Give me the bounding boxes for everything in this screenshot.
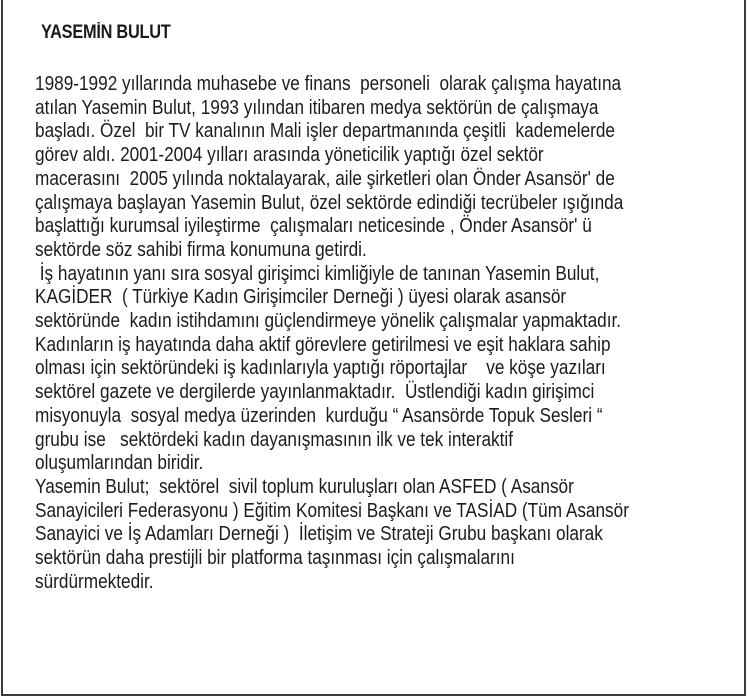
text-line: Sanayici ve İş Adamları Derneği ) İletişim ve Strateji Grubu başkanı olarak xyxy=(35,523,603,546)
text-line: Kadınların iş hayatında daha aktif görevlere getirilmesi ve eşit haklara sahip xyxy=(35,333,611,356)
text-line: misyonuyla sosyal medya üzerinden kurduğu “ Asansörde Topuk Sesleri “ xyxy=(35,404,603,427)
text-line: sektörde söz sahibi firma konumuna getirdi. xyxy=(35,238,367,261)
text-line: görev aldı. 2001-2004 yılları arasında yöneticilik yaptığı özel sektör xyxy=(35,144,544,167)
biography-title: YASEMİN BULUT xyxy=(41,22,171,43)
text-line: oluşumlarından biridir. xyxy=(35,452,204,475)
text-line: sektörel gazete ve dergilerde yayınlanmaktadır. Üstlendiği kadın girişimci xyxy=(35,381,595,404)
text-line: başladı. Özel bir TV kanalının Mali işler departmanında çeşitli kademelerde xyxy=(35,120,615,143)
text-line: çalışmaya başlayan Yasemin Bulut, özel sektörde edindiği tecrübeler ışığında xyxy=(35,191,624,214)
text-line: olması için sektöründeki iş kadınlarıyla yaptığı röportajlar ve köşe yazıları xyxy=(35,357,606,380)
text-line: sektöründe kadın istihdamını güçlendirmeye yönelik çalışmalar yapmaktadır. xyxy=(35,310,622,333)
text-line: grubu ise sektördeki kadın dayanışmasının ilk ve tek interaktif xyxy=(35,428,514,451)
text-line: İş hayatının yanı sıra sosyal girişimci kimliğiyle de tanınan Yasemin Bulut, xyxy=(35,262,600,285)
biography-body xyxy=(35,73,723,594)
text-line: macerasını 2005 yılında noktalayarak, aile şirketleri olan Önder Asansör' de xyxy=(35,167,615,190)
text-line: Yasemin Bulut; sektörel sivil toplum kuruluşları olan ASFED ( Asansör xyxy=(35,475,574,498)
text-line: 1989-1992 yıllarında muhasebe ve finans personeli olarak çalışma hayatına xyxy=(35,73,622,95)
text-line: atılan Yasemin Bulut, 1993 yılından itibaren medya sektörün de çalışmaya xyxy=(35,96,599,119)
text-line: Sanayicileri Federasyonu ) Eğitim Komitesi Başkanı ve TASİAD (Tüm Asansör xyxy=(35,499,629,522)
text-line: başlattığı kurumsal iyileştirme çalışmaları neticesinde , Önder Asansör' ü xyxy=(35,215,592,238)
text-line: KAGİDER ( Türkiye Kadın Girişimciler Derneği ) üyesi olarak asansör xyxy=(35,286,567,309)
text-line: sürdürmektedir. xyxy=(35,570,154,593)
biography-box xyxy=(1,0,746,696)
text-line: sektörün daha prestijli bir platforma taşınması için çalışmalarını xyxy=(35,547,515,570)
